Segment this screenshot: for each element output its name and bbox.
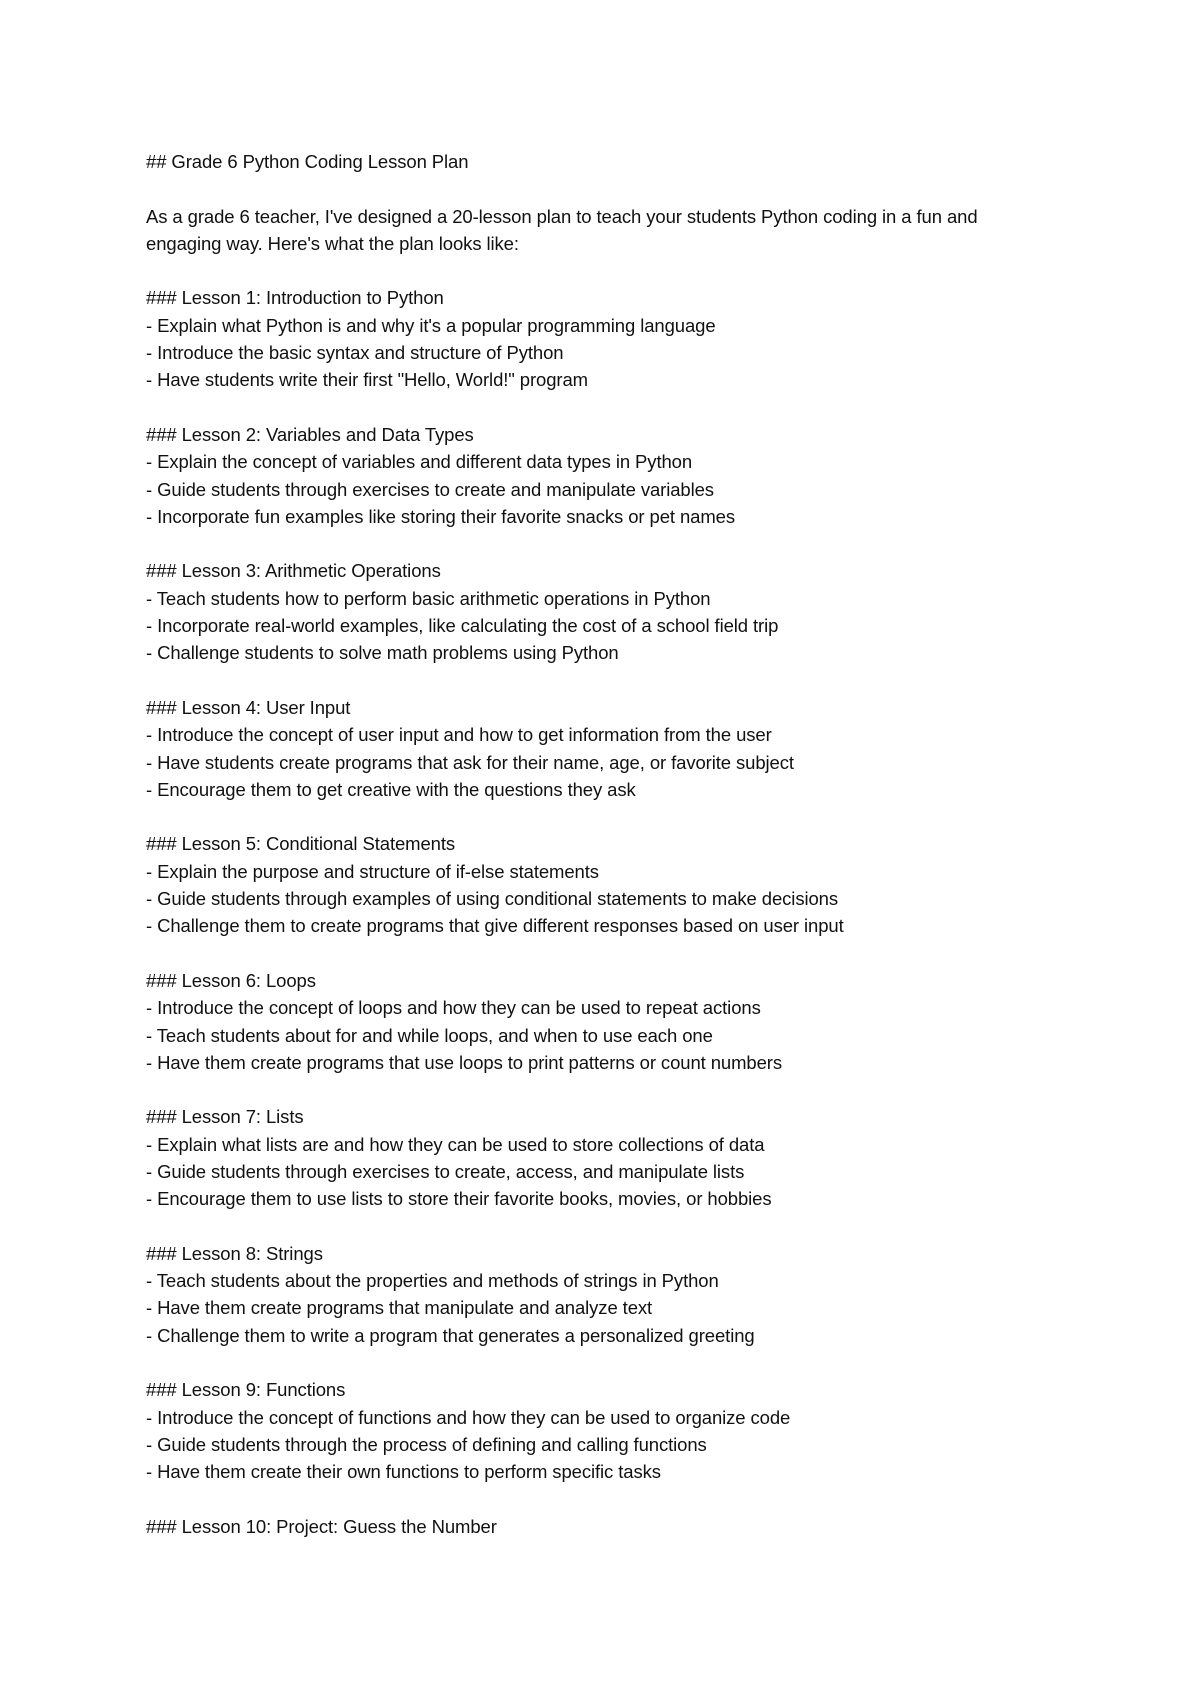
lesson-item: - Have them create programs that manipulate and analyze text bbox=[146, 1297, 653, 1319]
lesson-heading: ### Lesson 5: Conditional Statements bbox=[146, 833, 456, 855]
spacer bbox=[146, 1349, 1046, 1376]
spacer bbox=[146, 667, 1046, 694]
lesson-item: - Guide students through exercises to create, access, and manipulate lists bbox=[146, 1160, 745, 1182]
lesson-section bbox=[146, 967, 1046, 1076]
lesson-item: - Guide students through exercises to create and manipulate variables bbox=[146, 478, 714, 500]
lesson-item: - Teach students about for and while loops, and when to use each one bbox=[146, 1024, 713, 1046]
lesson-item: - Explain what Python is and why it's a popular programming language bbox=[146, 314, 716, 336]
lesson-item: - Guide students through the process of defining and calling functions bbox=[146, 1433, 707, 1455]
document-title: ## Grade 6 Python Coding Lesson Plan bbox=[146, 151, 469, 172]
document-body bbox=[146, 148, 1046, 1540]
lesson-section bbox=[146, 421, 1046, 530]
lesson-section bbox=[146, 1513, 1046, 1540]
lesson-heading: ### Lesson 8: Strings bbox=[146, 1242, 323, 1264]
lesson-section bbox=[146, 830, 1046, 939]
lesson-heading: ### Lesson 10: Project: Guess the Number bbox=[146, 1515, 497, 1537]
lesson-item: - Encourage them to get creative with the questions they ask bbox=[146, 778, 636, 800]
lesson-section bbox=[146, 557, 1046, 666]
lesson-heading: ### Lesson 1: Introduction to Python bbox=[146, 287, 444, 309]
lesson-item: - Introduce the concept of functions and how they can be used to organize code bbox=[146, 1406, 791, 1428]
spacer bbox=[146, 1076, 1046, 1103]
lesson-item: - Challenge students to solve math problems using Python bbox=[146, 642, 619, 664]
spacer bbox=[146, 803, 1046, 830]
lesson-heading: ### Lesson 2: Variables and Data Types bbox=[146, 423, 474, 445]
lesson-section bbox=[146, 694, 1046, 803]
spacer bbox=[146, 1213, 1046, 1240]
lesson-heading: ### Lesson 9: Functions bbox=[146, 1379, 346, 1401]
spacer bbox=[146, 394, 1046, 421]
lesson-item: - Encourage them to use lists to store their favorite books, movies, or hobbies bbox=[146, 1188, 772, 1210]
lesson-section bbox=[146, 1240, 1046, 1349]
lesson-item: - Incorporate real-world examples, like calculating the cost of a school field trip bbox=[146, 615, 779, 637]
lesson-item: - Teach students how to perform basic arithmetic operations in Python bbox=[146, 587, 711, 609]
lesson-item: - Have them create programs that use loops to print patterns or count numbers bbox=[146, 1051, 783, 1073]
lesson-item: - Introduce the basic syntax and structure of Python bbox=[146, 342, 564, 364]
lesson-item: - Have students create programs that ask for their name, age, or favorite subject bbox=[146, 751, 794, 773]
spacer bbox=[146, 1486, 1046, 1513]
lesson-section bbox=[146, 1103, 1046, 1212]
spacer bbox=[146, 257, 1046, 284]
lesson-section bbox=[146, 1376, 1046, 1485]
lesson-item: - Explain the concept of variables and different data types in Python bbox=[146, 451, 693, 473]
lesson-item: - Introduce the concept of loops and how they can be used to repeat actions bbox=[146, 997, 761, 1019]
lesson-heading: ### Lesson 4: User Input bbox=[146, 696, 351, 718]
lesson-section bbox=[146, 284, 1046, 393]
intro-paragraph: As a grade 6 teacher, I've designed a 20-lesson plan to teach your students Python coding in a fun and engaging way. Here's what the plan looks like: bbox=[146, 205, 978, 254]
lesson-heading: ### Lesson 3: Arithmetic Operations bbox=[146, 560, 441, 582]
lesson-item: - Explain the purpose and structure of if-else statements bbox=[146, 860, 599, 882]
lesson-item: - Have them create their own functions to perform specific tasks bbox=[146, 1461, 661, 1483]
lesson-item: - Introduce the concept of user input and how to get information from the user bbox=[146, 724, 772, 746]
lesson-item: - Challenge them to write a program that generates a personalized greeting bbox=[146, 1324, 755, 1346]
spacer bbox=[146, 940, 1046, 967]
spacer bbox=[146, 175, 1046, 202]
lesson-heading: ### Lesson 6: Loops bbox=[146, 969, 316, 991]
lesson-item: - Explain what lists are and how they can be used to store collections of data bbox=[146, 1133, 765, 1155]
lesson-item: - Guide students through examples of using conditional statements to make decisions bbox=[146, 888, 839, 910]
lesson-item: - Challenge them to create programs that give different responses based on user input bbox=[146, 915, 844, 937]
lesson-item: - Incorporate fun examples like storing their favorite snacks or pet names bbox=[146, 505, 735, 527]
spacer bbox=[146, 530, 1046, 557]
lesson-item: - Have students write their first "Hello, World!" program bbox=[146, 369, 588, 391]
lesson-heading: ### Lesson 7: Lists bbox=[146, 1106, 304, 1128]
lesson-item: - Teach students about the properties and methods of strings in Python bbox=[146, 1270, 719, 1292]
